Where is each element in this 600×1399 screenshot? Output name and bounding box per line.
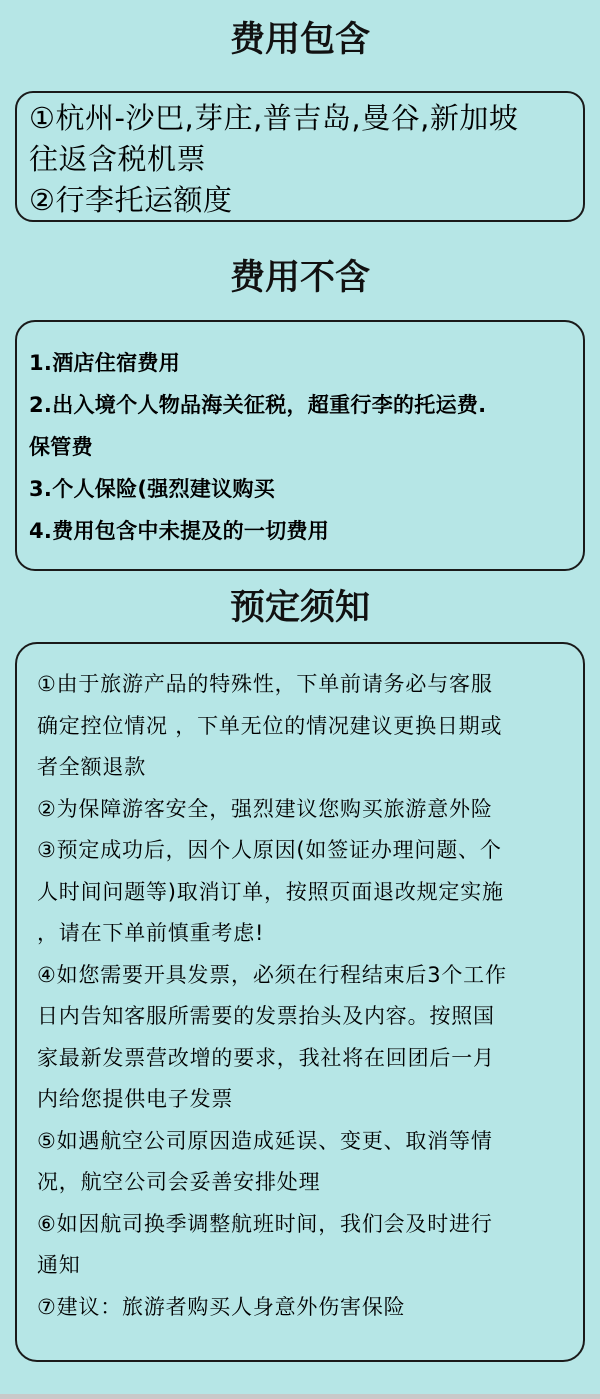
notes-line: ②为保障游客安全，强烈建议您购买旅游意外险 xyxy=(37,796,493,821)
notes-line: 者全额退款 xyxy=(37,755,146,779)
excluded-line: 2.出入境个人物品海关征税，超重行李的托运费. xyxy=(29,393,487,417)
included-heading: 费用包含 xyxy=(229,20,370,60)
notes-line: 况，航空公司会妥善安排处理 xyxy=(37,1170,321,1194)
excluded-line: 1.酒店住宿费用 xyxy=(29,351,180,375)
notes-line: ，请在下单前慎重考虑! xyxy=(37,921,265,945)
included-line: ②行李托运额度 xyxy=(29,183,233,217)
notes-line: 通知 xyxy=(37,1253,81,1277)
notes-line: ⑤如遇航空公司原因造成延误、变更、取消等情 xyxy=(37,1128,493,1153)
included-line: 往返含税机票 xyxy=(29,142,207,176)
excluded-line: 3.个人保险(强烈建议购买 xyxy=(29,477,276,501)
excluded-box xyxy=(15,320,585,571)
notes-line: 家最新发票营改增的要求，我社将在回团后一月 xyxy=(37,1045,495,1070)
notes-line: ⑦建议：旅游者购买人身意外伤害保险 xyxy=(37,1294,406,1319)
notes-line: ①由于旅游产品的特殊性，下单前请务必与客服 xyxy=(37,672,493,696)
excluded-line: 保管费 xyxy=(29,435,93,459)
notes-box xyxy=(15,642,585,1362)
notes-line: 人时间问题等)取消订单，按照页面退改规定实施 xyxy=(37,879,504,904)
notes-line: ④如您需要开具发票，必须在行程结束后3个工作 xyxy=(37,962,507,987)
notes-line: 确定控位情况 ，下单无位的情况建议更换日期或 xyxy=(37,713,503,738)
included-box xyxy=(15,91,585,222)
notes-line: ⑥如因航司换季调整航班时间，我们会及时进行 xyxy=(37,1211,493,1236)
included-line: ①杭州-沙巴,芽庄,普吉岛,曼谷,新加坡 xyxy=(29,101,519,135)
notes-heading: 预定须知 xyxy=(229,588,370,628)
excluded-line: 4.费用包含中未提及的一切费用 xyxy=(29,519,330,543)
excluded-heading: 费用不含 xyxy=(229,258,370,298)
bottom-divider xyxy=(0,1394,600,1399)
notes-line: 日内告知客服所需要的发票抬头及内容。按照国 xyxy=(37,1004,495,1028)
notes-line: 内给您提供电子发票 xyxy=(37,1087,234,1111)
notes-line: ③预定成功后，因个人原因(如签证办理问题、个 xyxy=(37,838,502,862)
